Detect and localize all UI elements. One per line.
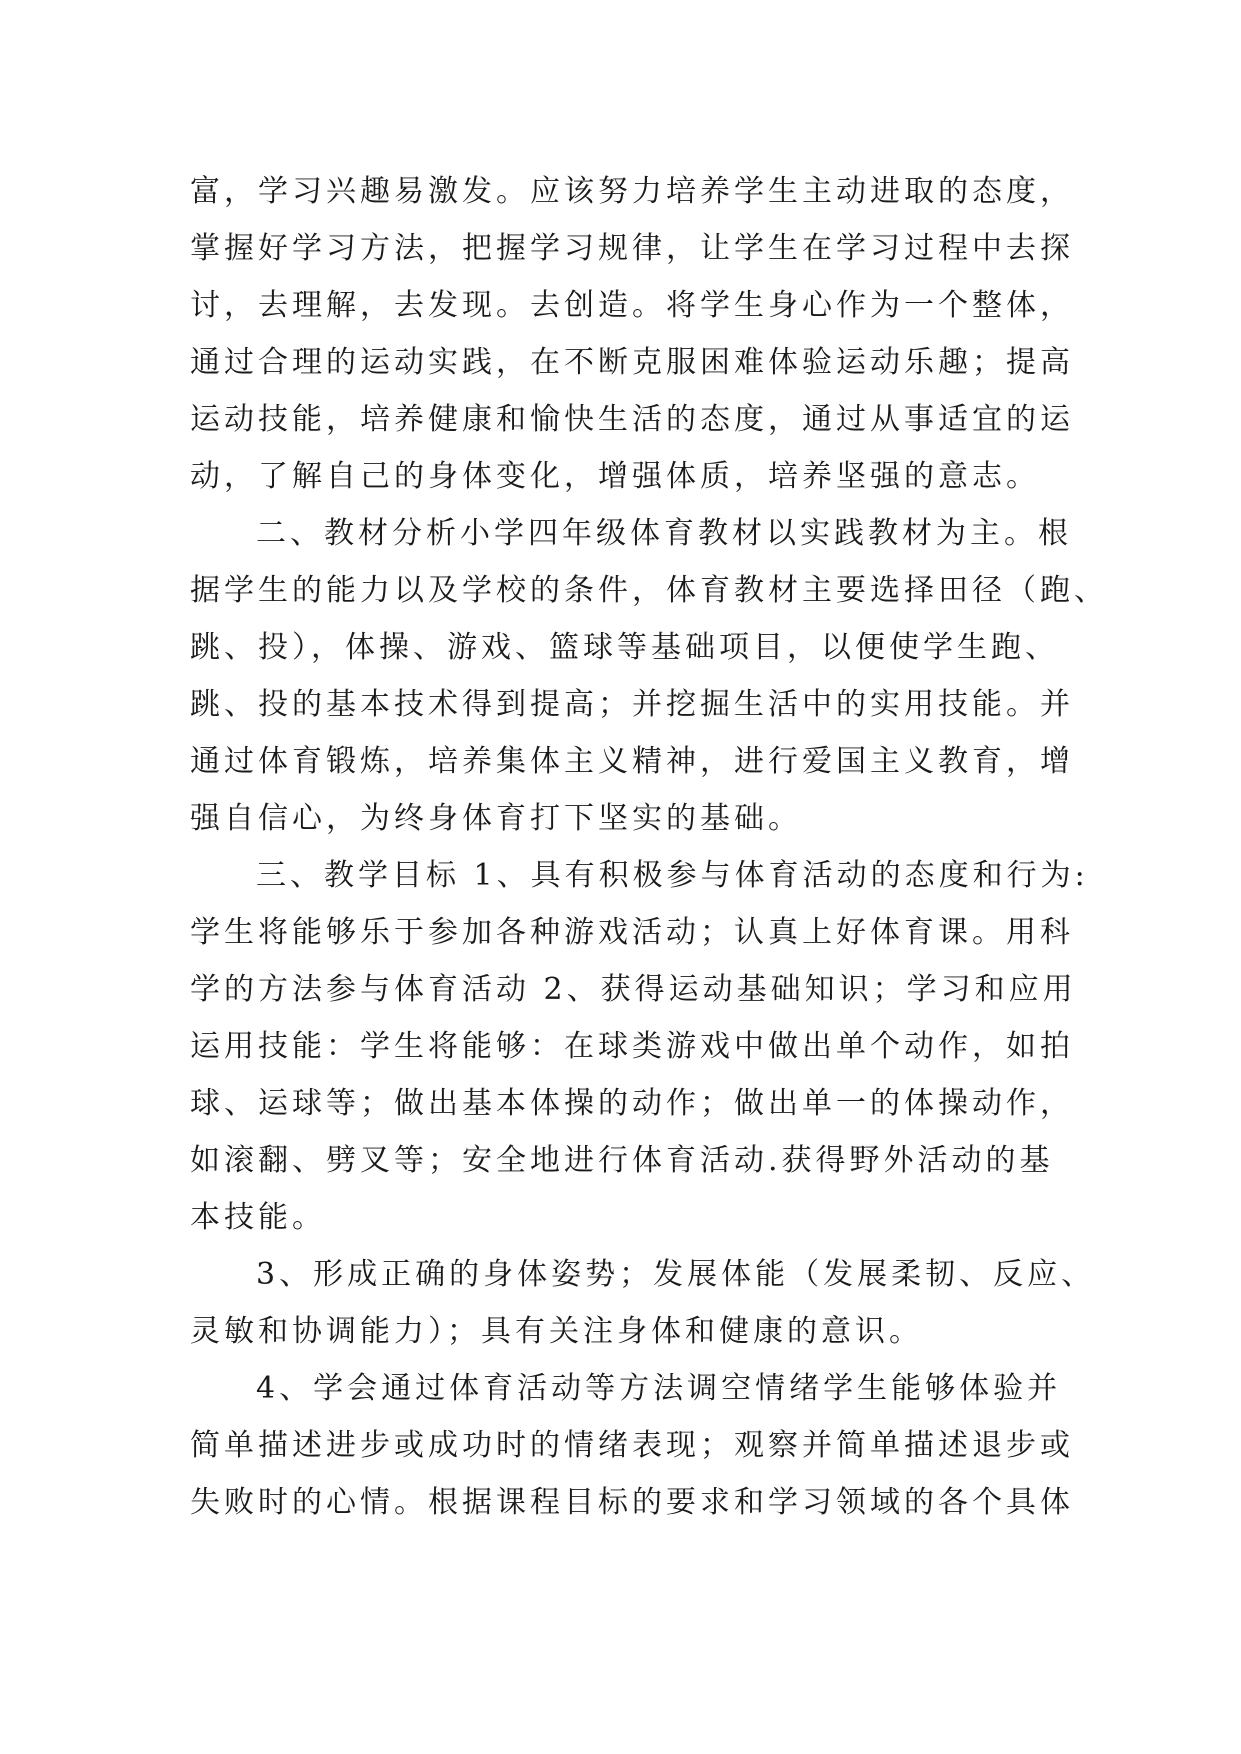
text-line: 讨，去理解，去发现。去创造。将学生身心作为一个整体， [190,288,1074,323]
text-line: 灵敏和协调能力）；具有关注身体和健康的意识。 [190,1314,923,1349]
text-line: 如滚翻、劈叉等；安全地进行体育活动.获得野外活动的基 [190,1143,1054,1178]
paragraph-start-line: 3、形成正确的身体姿势；发展体能（发展柔韧、反应、 [256,1257,1096,1292]
text-line: 简单描述进步或成功时的情绪表现；观察并简单描述退步或 [190,1428,1074,1463]
text-line: 强自信心，为终身体育打下坚实的基础。 [190,801,802,836]
text-line: 掌握好学习方法，把握学习规律，让学生在学习过程中去探 [190,231,1074,266]
paragraph-start-line: 三、教学目标 1、具有积极参与体育活动的态度和行为: [256,858,1089,893]
text-line: 学生将能够乐于参加各种游戏活动；认真上好体育课。用科 [190,915,1074,950]
text-line: 富，学习兴趣易激发。应该努力培养学生主动进取的态度， [190,174,1074,209]
body-text [190,163,1108,1531]
text-line: 动，了解自己的身体变化，增强体质，培养坚强的意志。 [190,459,1040,494]
text-line: 通过体育锻炼，培养集体主义精神，进行爱国主义教育，增 [190,744,1074,779]
text-line: 学的方法参与体育活动 2、获得运动基础知识；学习和应用 [190,972,1077,1007]
text-line: 球、运球等；做出基本体操的动作；做出单一的体操动作， [190,1086,1074,1121]
paragraph-start-line: 4、学会通过体育活动等方法调空情绪学生能够体验并 [256,1371,1062,1406]
text-line: 运用技能：学生将能够：在球类游戏中做出单个动作，如拍 [190,1029,1074,1064]
text-line: 失败时的心情。根据课程目标的要求和学习领域的各个具体 [190,1485,1074,1520]
paragraph-start-line: 二、教材分析小学四年级体育教材以实践教材为主。根 [256,516,1072,551]
text-line: 本技能。 [190,1200,326,1235]
text-line: 跳、投），体操、游戏、篮球等基础项目，以便使学生跑、 [190,630,1059,665]
text-line: 跳、投的基本技术得到提高；并挖掘生活中的实用技能。并 [190,687,1074,722]
text-line: 运动技能，培养健康和愉快生活的态度，通过从事适宜的运 [190,402,1074,437]
text-line: 通过合理的运动实践，在不断克服困难体验运动乐趣；提高 [190,345,1074,380]
text-line: 据学生的能力以及学校的条件，体育教材主要选择田径（跑、 [190,573,1108,608]
